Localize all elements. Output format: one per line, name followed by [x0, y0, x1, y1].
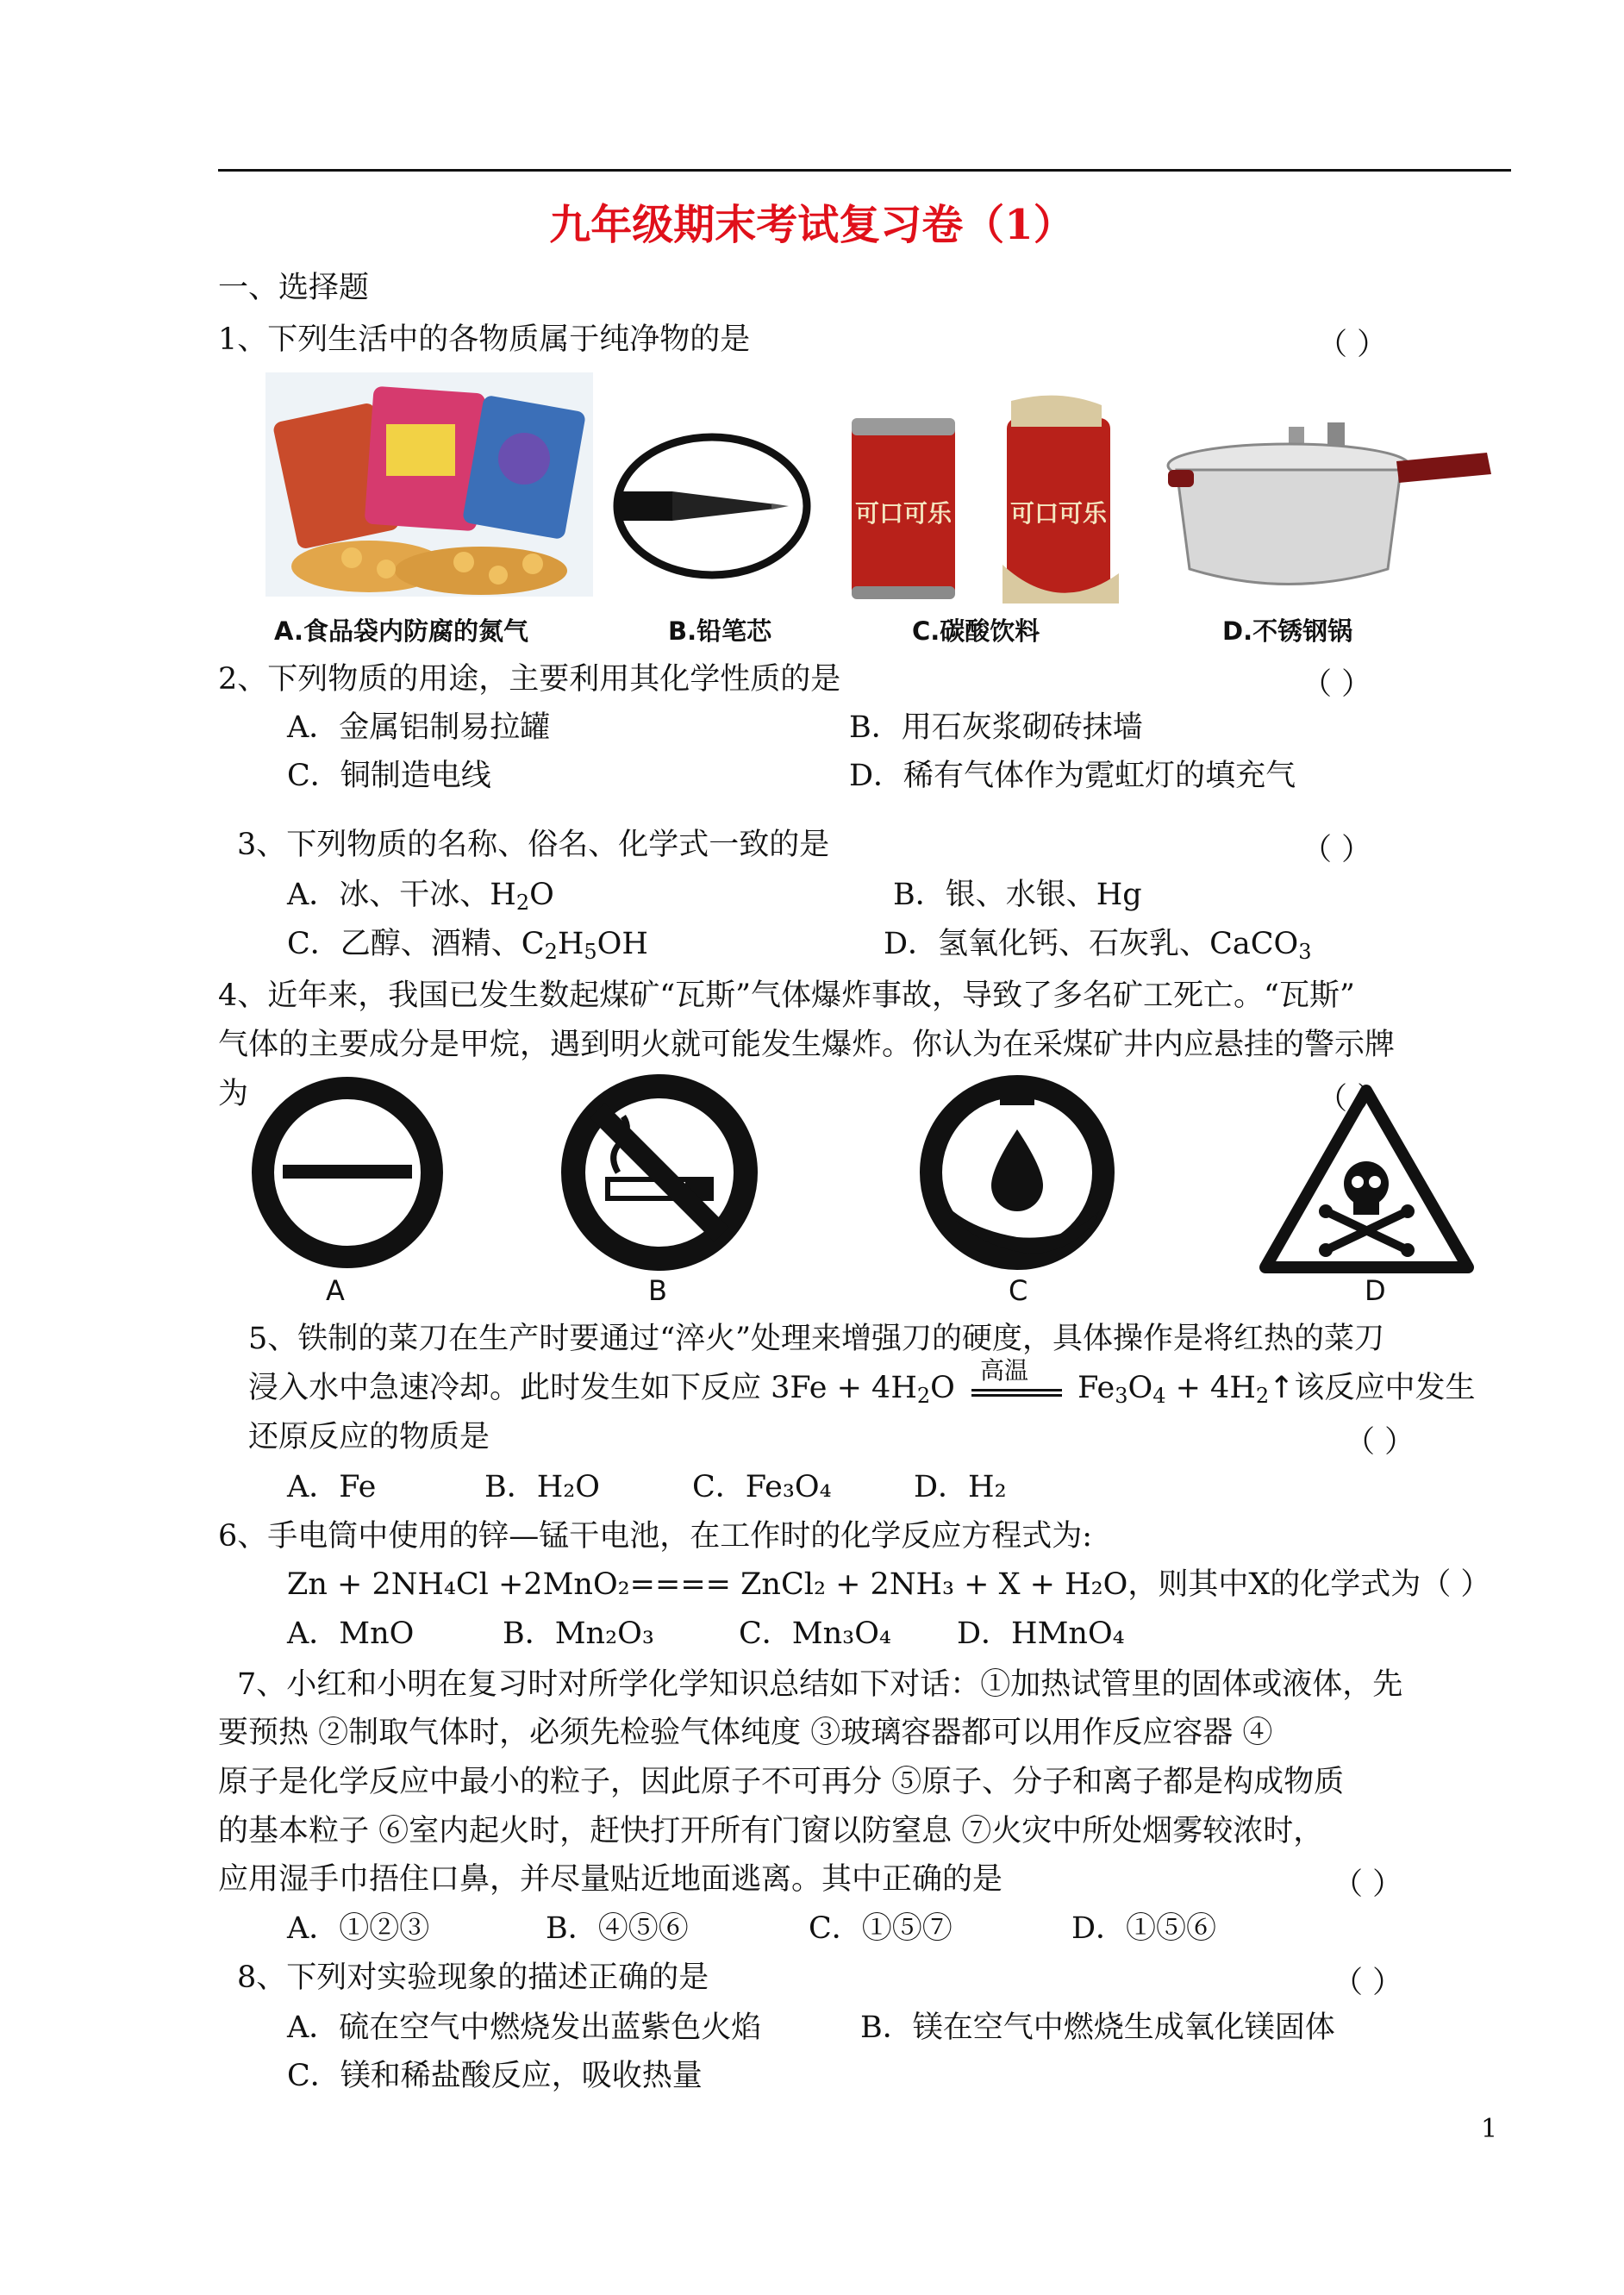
- q4-sign-label-b: B: [648, 1274, 667, 1307]
- q8-option-b: B．镁在空气中燃烧生成氧化镁固体: [860, 2010, 1335, 2045]
- q7-option-c: C．①⑤⑦: [809, 1911, 953, 1946]
- q1-caption-c: C.碳酸饮料: [912, 616, 1040, 646]
- can-label-left: 可口可乐: [854, 499, 953, 528]
- q3-option-c: C．乙醇、酒精、$C_2H_5OH$: [287, 927, 648, 964]
- q3-option-b: B．银、水银、Hg: [893, 878, 1142, 912]
- q6-option-d: D．HMnO₄: [957, 1617, 1125, 1651]
- q5-stem-line3: 还原反应的物质是: [248, 1420, 490, 1454]
- q6-stem: 6、手电筒中使用的锌—锰干电池，在工作时的化学反应方程式为:: [218, 1519, 1093, 1554]
- q7-option-b: B．④⑤⑥: [546, 1911, 689, 1946]
- q1-answer-blank: （ ）: [1317, 328, 1388, 362]
- q8-option-a: A．硫在空气中燃烧发出蓝紫色火焰: [287, 2010, 762, 2045]
- q4-sign-label-c: C: [1009, 1274, 1028, 1307]
- section-heading: 一、选择题: [218, 271, 370, 305]
- steel-pot-image: [1168, 422, 1491, 595]
- q5-option-a: A．Fe: [287, 1470, 377, 1504]
- q3-answer-blank: （ ）: [1302, 833, 1372, 867]
- q3-option-a: A．冰、干冰、$H_2O$: [287, 878, 554, 915]
- page-number: 1: [1481, 2114, 1498, 2144]
- q4-sign-label-d: D: [1365, 1274, 1386, 1307]
- q6-option-a: A．MnO: [287, 1617, 415, 1651]
- q7-option-a: A．①②③: [287, 1911, 430, 1946]
- q7-answer-blank: （ ）: [1333, 1867, 1403, 1902]
- q8-stem: 8、下列对实验现象的描述正确的是: [237, 1960, 709, 1995]
- q1-caption-b: B.铅笔芯: [668, 616, 772, 646]
- q2-option-b: B．用石灰浆砌砖抹墙: [849, 710, 1143, 745]
- q6-option-b: B．Mn₂O₃: [503, 1617, 654, 1651]
- toxic-sign-icon: [1257, 1082, 1477, 1276]
- q2-stem: 2、下列物质的用途，主要利用其化学性质的是: [218, 662, 841, 697]
- page-title: 九年级期末考试复习卷（1）: [549, 201, 1075, 249]
- q1-stem: 1、下列生活中的各物质属于纯净物的是: [218, 322, 751, 357]
- q1-caption-d: D.不锈钢锅: [1222, 616, 1353, 646]
- q7-stem-line5: 应用湿手巾捂住口鼻，并尽量贴近地面逃离。其中正确的是: [218, 1862, 1003, 1897]
- q8-answer-blank: （ ）: [1333, 1966, 1403, 2000]
- snack-bags-image: [265, 372, 593, 597]
- water-drop-sign-icon: [914, 1069, 1121, 1276]
- q2-answer-blank: （ ）: [1302, 667, 1372, 702]
- q8-option-c: C．镁和稀盐酸反应，吸收热量: [287, 2059, 703, 2093]
- q5-stem-line2: 浸入水中急速冷却。此时发生如下反应 $3Fe + 4H_2O$ 高温 $Fe_3O_4$ + $4H_2↑$该反应中发生: [248, 1355, 1476, 1408]
- q4-stem-line3: 为: [218, 1077, 249, 1111]
- no-smoking-sign-icon: [556, 1069, 763, 1276]
- q5-option-d: D．H₂: [914, 1470, 1007, 1504]
- q4-stem-line2: 气体的主要成分是甲烷，遇到明火就可能发生爆炸。你认为在采煤矿井内应悬挂的警示牌: [218, 1028, 1396, 1062]
- q7-stem-line2: 要预热 ②制取气体时，必须先检验气体纯度 ③玻璃容器都可以用作反应容器 ④: [218, 1716, 1273, 1750]
- q4-stem-line1: 4、近年来，我国已发生数起煤矿“瓦斯”气体爆炸事故，导致了多名矿工死亡。“瓦斯”: [218, 979, 1355, 1013]
- gas-arrow-icon: ↑: [1269, 1371, 1295, 1405]
- q7-option-d: D．①⑤⑥: [1071, 1911, 1217, 1946]
- q2-option-c: C．铜制造电线: [287, 759, 491, 793]
- q7-stem-line1: 7、小红和小明在复习时对所学化学知识总结如下对话：①加热试管里的固体或液体，先: [237, 1667, 1403, 1702]
- q5-option-c: C．Fe₃O₄: [692, 1470, 832, 1504]
- reaction-condition: 高温: [965, 1377, 1068, 1403]
- q5-stem-line1: 5、铁制的菜刀在生产时要通过“淬火”处理来增强刀的硬度，具体操作是将红热的菜刀: [248, 1322, 1385, 1356]
- q3-stem: 3、下列物质的名称、俗名、化学式一致的是: [237, 828, 830, 862]
- header-rule: [218, 169, 1511, 172]
- q4-answer-blank: （ ）: [1317, 1082, 1388, 1116]
- q5-answer-blank: （ ）: [1345, 1425, 1415, 1460]
- q3-option-d: D．氢氧化钙、石灰乳、CaCO$_3$: [884, 927, 1312, 964]
- q1-caption-a: A.食品袋内防腐的氮气: [274, 616, 528, 646]
- q6-option-c: C．Mn₃O₄: [739, 1617, 891, 1651]
- no-entry-sign-icon: [248, 1073, 447, 1272]
- q2-option-a: A．金属铝制易拉罐: [287, 710, 551, 745]
- q6-equation: Zn + 2NH₄Cl +2MnO₂==== ZnCl₂ + 2NH₃ + X + H₂O，则其中X的化学式为（ ）: [287, 1567, 1491, 1602]
- q7-stem-line4: 的基本粒子 ⑥室内起火时，赶快打开所有门窗以防窒息 ⑦火灾中所处烟雾较浓时，: [218, 1814, 1324, 1848]
- q2-option-d: D．稀有气体作为霓虹灯的填充气: [849, 759, 1296, 793]
- pencil-lead-image: [612, 431, 812, 582]
- q7-stem-line3: 原子是化学反应中最小的粒子，因此原子不可再分 ⑤原子、分子和离子都是构成物质: [218, 1765, 1345, 1799]
- q4-sign-label-a: A: [326, 1274, 345, 1307]
- soda-cans-image: [843, 392, 1127, 608]
- can-label-right: 可口可乐: [1009, 499, 1108, 528]
- q5-option-b: B．H₂O: [484, 1470, 600, 1504]
